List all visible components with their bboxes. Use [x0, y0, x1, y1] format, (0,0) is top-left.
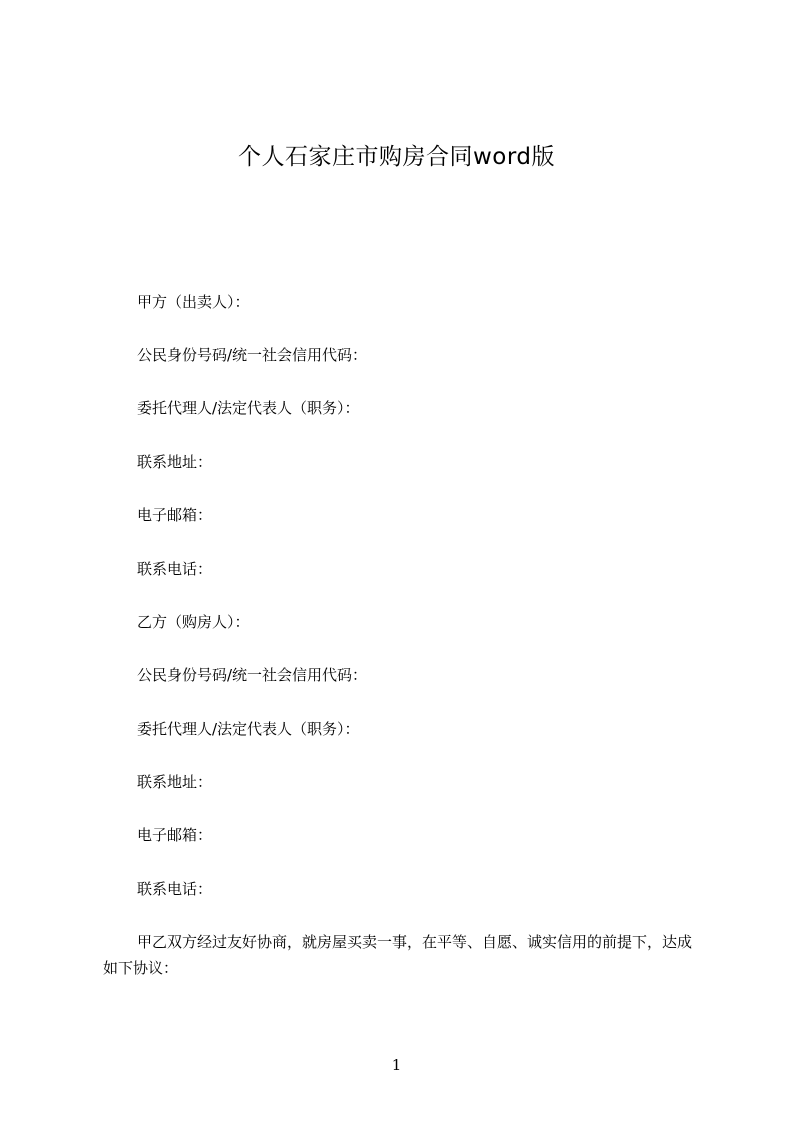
party-b-email-label: 电子邮箱： — [137, 826, 213, 844]
party-b-agent-label: 委托代理人/法定代表人（职务）： — [137, 720, 360, 738]
document-title: 个人石家庄市购房合同word版 — [237, 144, 556, 170]
party-b-id-label: 公民身份号码/统一社会信用代码： — [137, 666, 368, 684]
page-number: 1 — [391, 1056, 402, 1074]
intro-paragraph: 甲乙双方经过友好协商，就房屋买卖一事，在平等、自愿、诚实信用的前提下，达成如下协议： — [103, 933, 693, 977]
party-a-heading: 甲方（出卖人）： — [137, 293, 250, 311]
party-a-phone-label: 联系电话： — [137, 560, 213, 578]
party-a-email-label: 电子邮箱： — [137, 506, 213, 524]
party-a-agent-label: 委托代理人/法定代表人（职务）： — [137, 399, 360, 417]
party-b-address-label: 联系地址： — [137, 773, 213, 791]
party-a-address-label: 联系地址： — [137, 453, 213, 471]
party-b-heading: 乙方（购房人）： — [137, 613, 250, 631]
party-b-phone-label: 联系电话： — [137, 880, 213, 898]
party-a-id-label: 公民身份号码/统一社会信用代码： — [137, 346, 368, 364]
